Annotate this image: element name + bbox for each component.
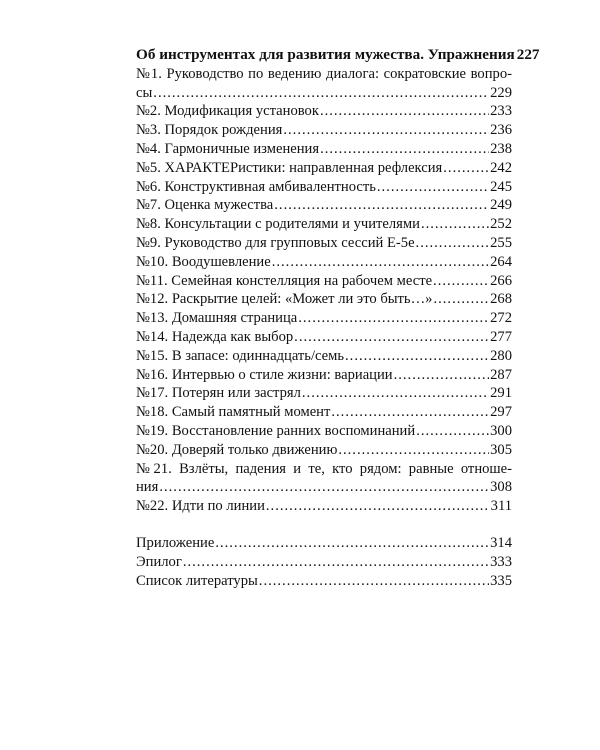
toc-entry	[136, 309, 512, 328]
toc-entry-page: 305	[490, 441, 512, 458]
dot-leader	[416, 422, 489, 441]
dot-leader	[259, 572, 489, 591]
toc-entry-title: Список литературы	[136, 572, 258, 589]
toc-entry	[136, 102, 512, 121]
toc-entry-title: №3. Порядок рождения	[136, 122, 283, 139]
dot-leader	[443, 159, 489, 178]
dot-leader	[274, 196, 489, 215]
toc-entry-page: 297	[490, 404, 512, 421]
toc-entry-title: Эпилог	[136, 553, 182, 570]
toc-entry-title-cont: сы	[136, 84, 153, 101]
toc-entry-title: №21. Взлёты, падения и те, кто рядом: равные отноше-	[136, 460, 512, 477]
toc-entry	[136, 178, 512, 197]
toc-entry-page: 264	[490, 253, 512, 270]
toc-entry	[136, 403, 512, 422]
toc-entry-title: №2. Модификация установок	[136, 103, 319, 120]
toc-entry-page: 245	[490, 178, 512, 195]
toc-entry-title: №12. Раскрытие целей: «Может ли это быть…»	[136, 291, 433, 308]
toc-entry-title: №15. В запасе: одиннадцать/семь	[136, 347, 345, 364]
toc-entry-title: Приложение	[136, 534, 215, 551]
dot-leader	[153, 84, 489, 103]
toc-entry-title-cont: ния	[136, 479, 159, 496]
toc-entry-title: №17. Потерян или застрял	[136, 385, 301, 402]
toc-entry-title: №19. Восстановление ранних воспоминаний	[136, 422, 416, 439]
toc-entry-page: 229	[490, 84, 512, 101]
toc-entry-page: 252	[490, 216, 512, 233]
toc-entry	[136, 215, 512, 234]
toc-entry	[136, 478, 512, 497]
toc-entry-page: 314	[490, 534, 512, 551]
toc-entry-title: №7. Оценка мужества	[136, 197, 274, 214]
dot-leader	[320, 102, 489, 121]
toc-entry-title: №8. Консультации с родителями и учителями	[136, 216, 420, 233]
toc-entry-page: 277	[490, 328, 512, 345]
toc-entry-line	[136, 65, 512, 84]
dot-leader	[283, 121, 489, 140]
table-of-contents	[136, 46, 540, 590]
toc-section-heading	[136, 46, 540, 65]
toc-entry-title: №22. Идти по линии	[136, 498, 265, 515]
toc-entry-page: 249	[490, 197, 512, 214]
toc-entry-page: 311	[490, 498, 512, 515]
toc-heading-title: Об инструментах для развития мужества. Упражнения	[136, 46, 515, 63]
toc-entry-page: 238	[490, 140, 512, 157]
toc-entry-page: 255	[490, 234, 512, 251]
dot-leader	[298, 309, 489, 328]
toc-appendix-entry	[136, 553, 512, 572]
toc-entry-page: 236	[490, 122, 512, 139]
dot-leader	[331, 403, 489, 422]
dot-leader	[159, 478, 489, 497]
dot-leader	[183, 553, 489, 572]
dot-leader	[377, 178, 489, 197]
toc-entry-page: 233	[490, 103, 512, 120]
toc-entry-page: 300	[490, 422, 512, 439]
dot-leader	[433, 290, 489, 309]
toc-entry-page: 280	[490, 347, 512, 364]
dot-leader	[433, 272, 489, 291]
toc-entry-page: 268	[490, 291, 512, 308]
toc-entry-title: №16. Интервью о стиле жизни: вариации	[136, 366, 393, 383]
toc-entry	[136, 234, 512, 253]
toc-entry-page: 291	[490, 385, 512, 402]
toc-entry	[136, 253, 512, 272]
toc-entry	[136, 196, 512, 215]
toc-entry	[136, 384, 512, 403]
dot-leader	[294, 328, 489, 347]
toc-entry	[136, 84, 512, 103]
toc-entry-page: 335	[490, 572, 512, 589]
toc-appendix-entry	[136, 534, 512, 553]
toc-entry-line	[136, 460, 512, 479]
toc-entry	[136, 497, 512, 516]
toc-entry-title: №10. Воодушевление	[136, 253, 271, 270]
toc-entry-title: №4. Гармоничные изменения	[136, 140, 320, 157]
toc-entry-page: 266	[490, 272, 512, 289]
dot-leader	[345, 347, 489, 366]
toc-entry-page: 333	[490, 553, 512, 570]
toc-entry-title: №13. Домашняя страница	[136, 310, 298, 327]
toc-entry-title: №11. Семейная констелляция на рабочем месте	[136, 272, 433, 289]
dot-leader	[394, 366, 490, 385]
toc-entry	[136, 347, 512, 366]
dot-leader	[416, 234, 490, 253]
toc-entry-title: №5. ХАРАКТЕРистики: направленная рефлексия	[136, 159, 443, 176]
dot-leader	[338, 441, 489, 460]
toc-entry-page: 272	[490, 310, 512, 327]
dot-leader	[272, 253, 489, 272]
toc-entry-title: №14. Надежда как выбор	[136, 328, 294, 345]
toc-entry-title: №9. Руководство для групповых сессий Е-5е	[136, 234, 415, 251]
toc-heading-page: 227	[516, 46, 540, 63]
toc-entry	[136, 328, 512, 347]
toc-entry	[136, 121, 512, 140]
toc-entry	[136, 159, 512, 178]
toc-entry-title: №20. Доверяй только движению	[136, 441, 338, 458]
toc-entry-page: 287	[490, 366, 512, 383]
toc-entry-title: №1. Руководство по ведению диалога: сократовские вопро-	[136, 65, 512, 82]
dot-leader	[302, 384, 489, 403]
toc-entry-page: 308	[490, 479, 512, 496]
dot-leader	[215, 534, 489, 553]
toc-entry-page: 242	[490, 159, 512, 176]
toc-entry	[136, 272, 512, 291]
toc-entry	[136, 441, 512, 460]
toc-entry-title: №6. Конструктивная амбивалентность	[136, 178, 376, 195]
section-gap	[136, 516, 512, 534]
toc-entry	[136, 422, 512, 441]
dot-leader	[320, 140, 489, 159]
toc-entry	[136, 140, 512, 159]
dot-leader	[421, 215, 489, 234]
toc-appendix-entry	[136, 572, 512, 591]
toc-entry-title: №18. Самый памятный момент	[136, 404, 331, 421]
toc-entry	[136, 366, 512, 385]
toc-entry	[136, 290, 512, 309]
dot-leader	[266, 497, 490, 516]
